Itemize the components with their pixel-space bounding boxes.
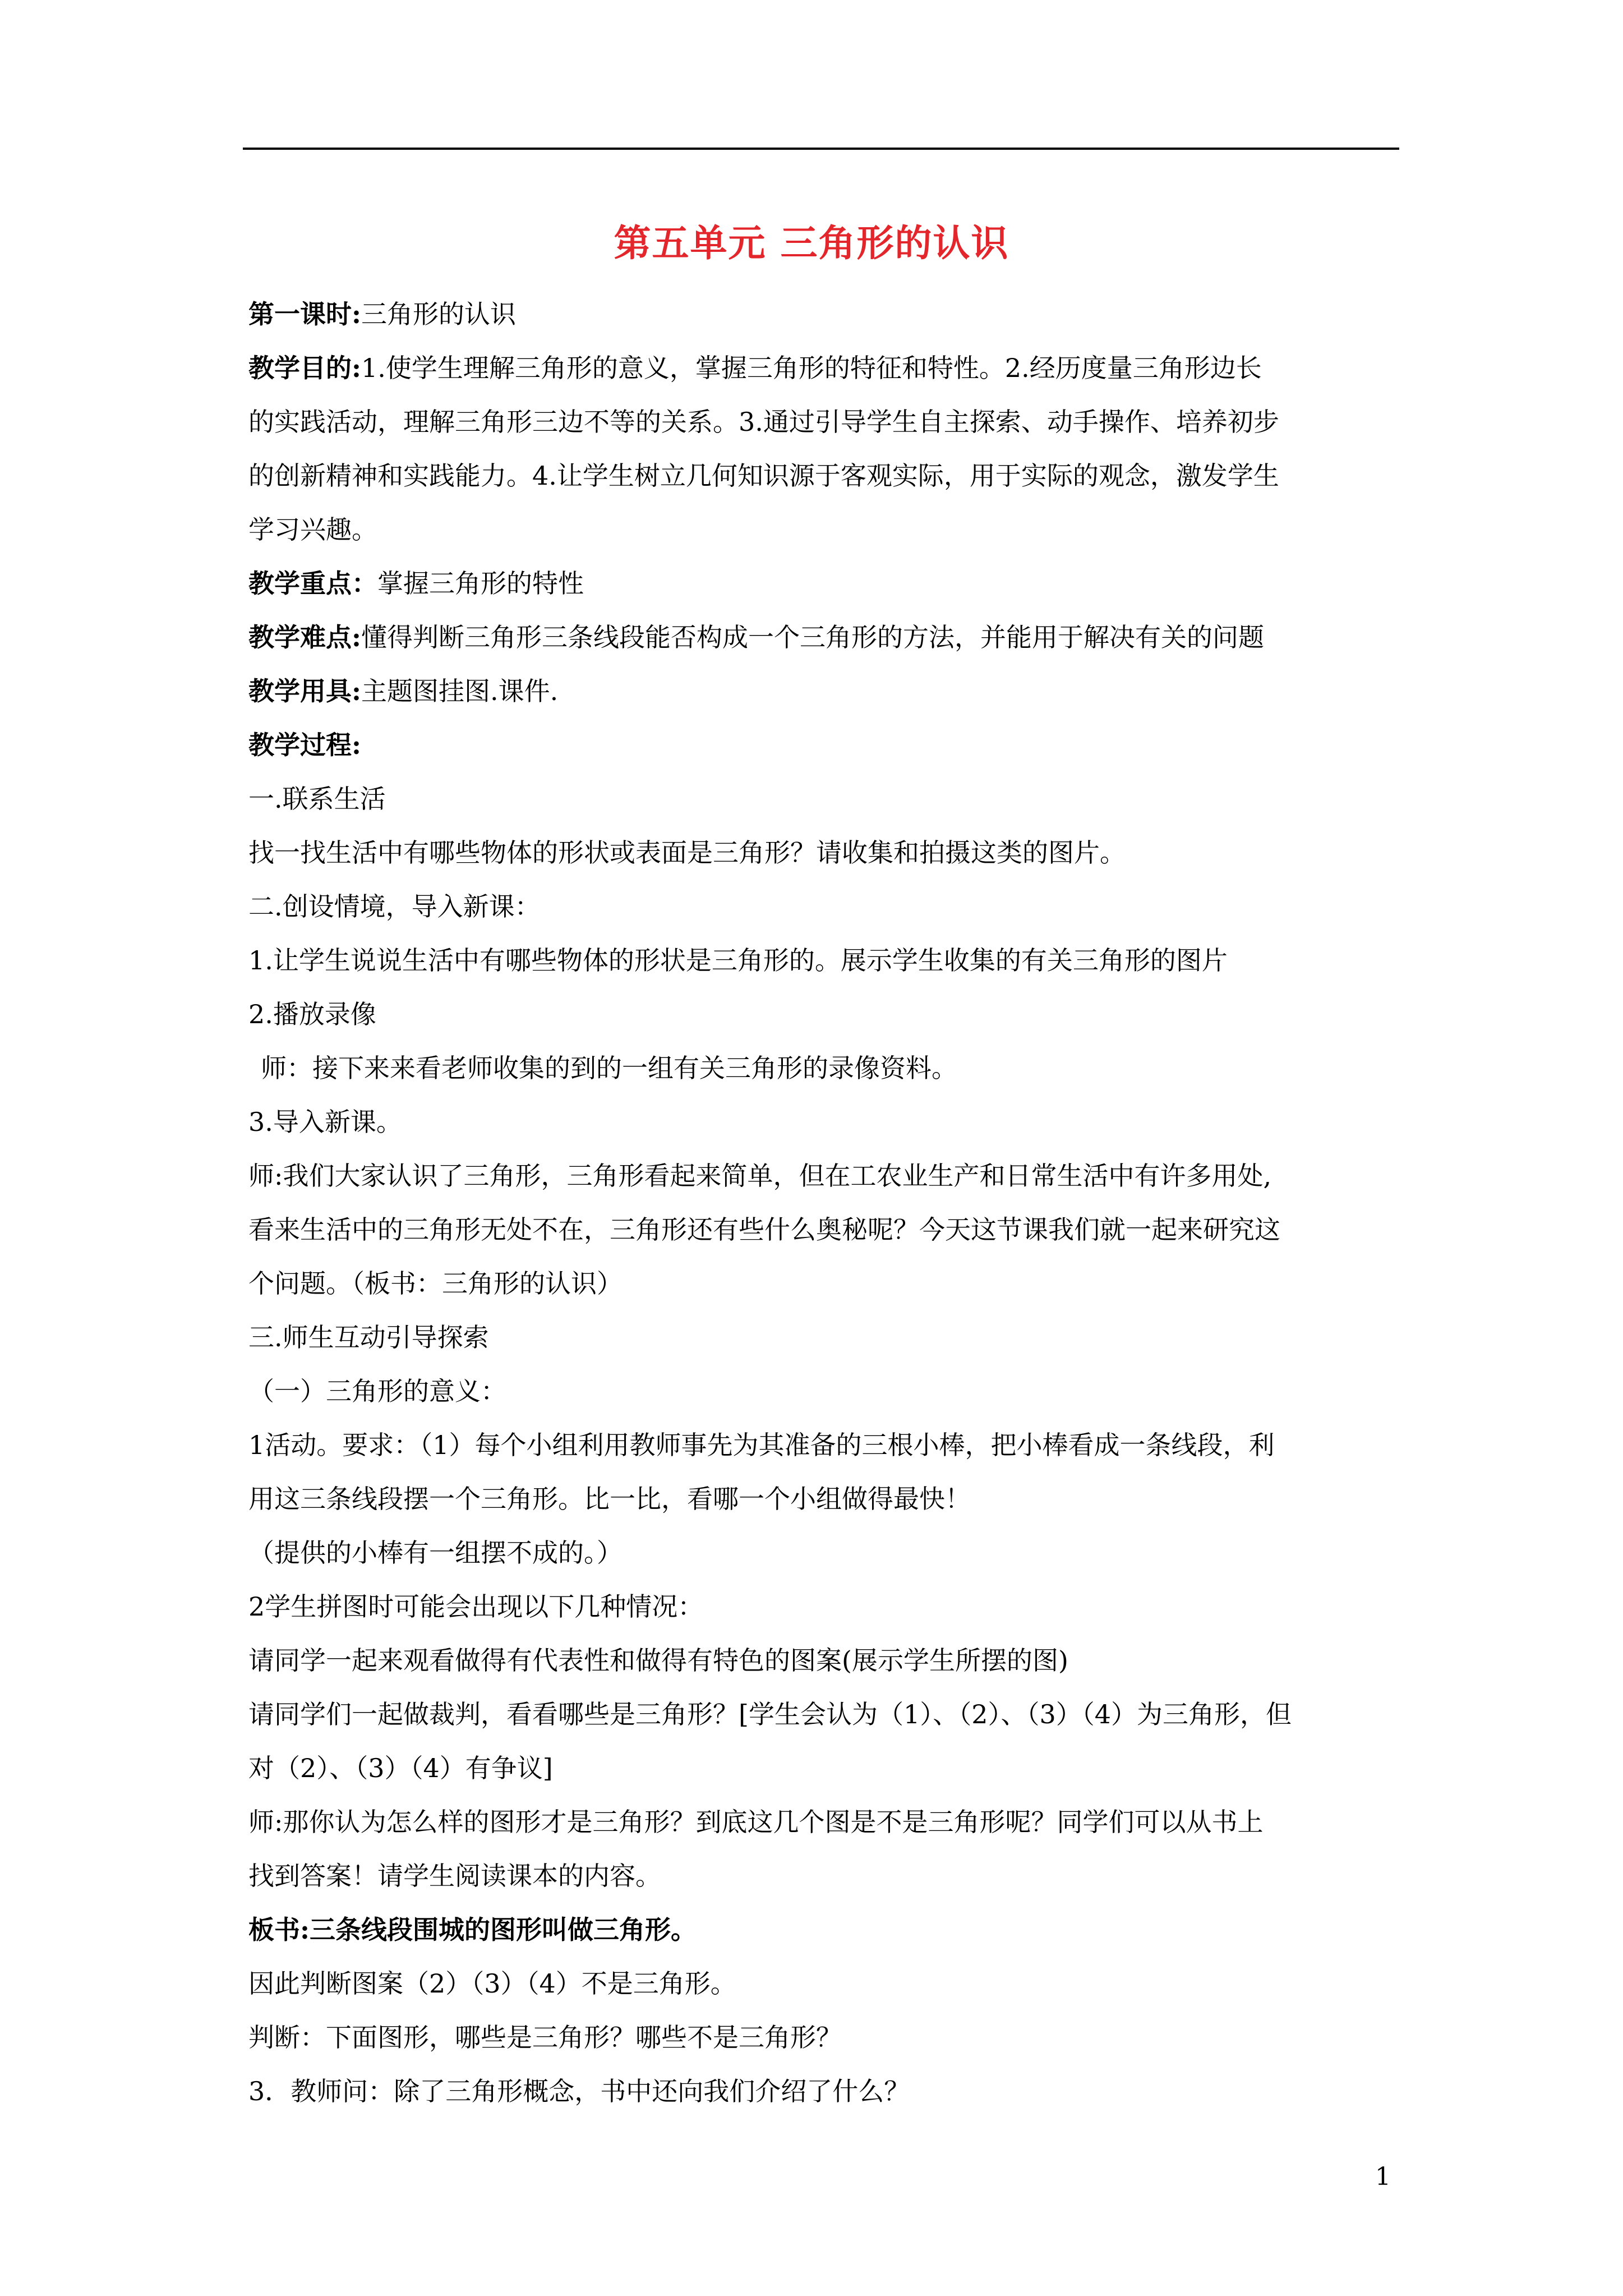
tools-line (248, 664, 1398, 718)
key-point-text: 掌握三角形的特性 (377, 568, 584, 599)
lesson-text: 三角形的认识 (361, 299, 516, 329)
page-number: 1 (1375, 2162, 1391, 2191)
document-title: 第五单元 三角形的认识 (614, 221, 1009, 265)
paragraph-line: 用这三条线段摆一个三角形。比一比，看哪一个小组做得最快！ (248, 1484, 971, 1514)
lesson-line (248, 287, 1398, 341)
subsection-heading: （一）三角形的意义： (248, 1376, 506, 1406)
tools-label: 教学用具: (248, 676, 361, 706)
objectives-label: 教学目的: (248, 353, 361, 383)
note-line: （提供的小棒有一组摆不成的。） (248, 1538, 623, 1568)
list-item: 2.播放录像 (248, 999, 376, 1029)
paragraph-line: 个问题。（板书：三角形的认识） (248, 1268, 623, 1299)
list-item: 3.导入新课。 (248, 1107, 402, 1137)
key-point-label: 教学重点： (248, 568, 377, 599)
objectives-line: 的实践活动，理解三角形三边不等的关系。3.通过引导学生自主探索、动手操作、培养初步 (248, 407, 1279, 437)
objectives-line (248, 341, 1398, 395)
objectives-line: 学习兴趣。 (248, 514, 377, 545)
objectives-line: 的创新精神和实践能力。4.让学生树立几何知识源于客观实际，用于实际的观念，激发学生 (248, 461, 1279, 491)
list-item: 3．教师问：除了三角形概念，书中还向我们介绍了什么？ (248, 2076, 910, 2106)
paragraph-line: 1活动。要求：（1）每个小组利用教师事先为其准备的三根小棒，把小棒看成一条线段，利 (248, 1430, 1275, 1460)
paragraph-line: 师:那你认为怎么样的图形才是三角形？到底这几个图是不是三角形呢？同学们可以从书上 (248, 1807, 1264, 1837)
objectives-text: 1.使学生理解三角形的意义，掌握三角形的特征和特性。2.经历度量三角形边长 (361, 353, 1262, 383)
difficulty-text: 懂得判断三角形三条线段能否构成一个三角形的方法，并能用于解决有关的问题 (361, 622, 1264, 652)
difficulty-line (248, 610, 1398, 664)
board-note: 板书:三条线段围城的图形叫做三角形。 (248, 1915, 697, 1945)
section-heading: 三.师生互动引导探索 (248, 1322, 489, 1352)
list-item: 1.让学生说说生活中有哪些物体的形状是三角形的。展示学生收集的有关三角形的图片 (248, 945, 1228, 976)
paragraph-line: 对（2）、（3）（4）有争议] (248, 1753, 553, 1783)
list-item: 2学生拼图时可能会出现以下几种情况： (248, 1591, 704, 1622)
paragraph-line: 因此判断图案（2）（3）（4）不是三角形。 (248, 1968, 736, 1999)
paragraph-line: 找一找生活中有哪些物体的形状或表面是三角形？请收集和拍摄这类的图片。 (248, 838, 1126, 868)
tools-text: 主题图挂图.课件. (361, 676, 559, 706)
paragraph-line: 请同学们一起做裁判，看看哪些是三角形？[学生会认为（1）、（2）、（3）（4）为三角形，但 (248, 1699, 1292, 1729)
teacher-line: 师：接下来来看老师收集的到的一组有关三角形的录像资料。 (261, 1053, 957, 1083)
document-body (248, 287, 1398, 2118)
paragraph-line: 看来生活中的三角形无处不在，三角形还有些什么奥秘呢？今天这节课我们就一起来研究这 (248, 1214, 1280, 1245)
paragraph-line: 师:我们大家认识了三角形，三角形看起来简单，但在工农业生产和日常生活中有许多用处, (248, 1161, 1272, 1191)
paragraph-line: 请同学一起来观看做得有代表性和做得有特色的图案(展示学生所摆的图) (248, 1645, 1068, 1676)
section-heading: 二.创设情境，导入新课： (248, 891, 541, 922)
paragraph-line: 找到答案！请学生阅读课本的内容。 (248, 1861, 661, 1891)
difficulty-label: 教学难点: (248, 622, 361, 652)
key-point-line (248, 556, 1398, 610)
paragraph-line: 判断：下面图形，哪些是三角形？哪些不是三角形？ (248, 2022, 842, 2053)
header-rule (243, 148, 1399, 150)
lesson-label: 第一课时: (248, 299, 361, 329)
section-heading: 一.联系生活 (248, 784, 386, 814)
process-heading: 教学过程: (248, 730, 361, 760)
